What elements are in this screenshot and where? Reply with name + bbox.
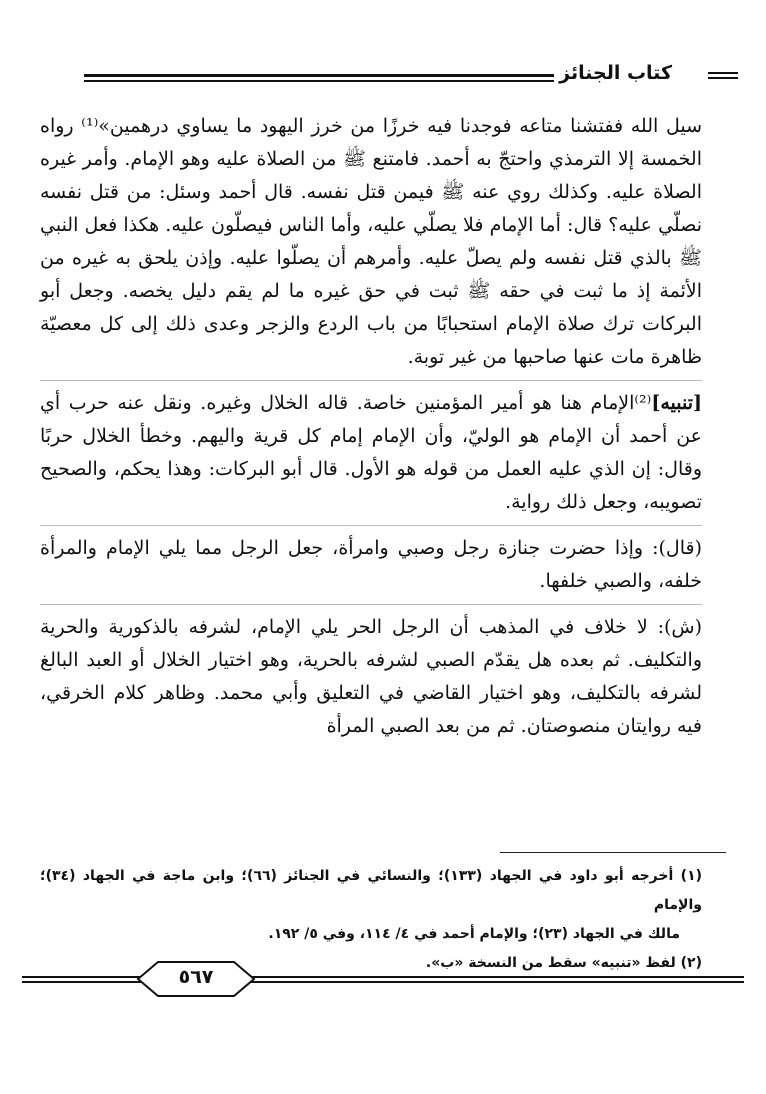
paragraph-qala	[40, 532, 702, 598]
footnote-1: (١) أخرجه أبو داود في الجهاد (١٣٣)؛ والنسائي في الجنائز (٦٦)؛ وابن ماجة في الجهاد (٣٤)؛ والإمام	[40, 868, 703, 913]
section-divider	[40, 525, 702, 526]
footnote-2: (٢) لفظ «تنبيه» سقط من النسخة «ب».	[425, 955, 702, 971]
qala-label: (قال)	[658, 537, 702, 559]
page-number-frame	[136, 958, 256, 1000]
paragraph-tanbih-text: الإمام هنا هو أمير المؤمنين خاصة. قاله الخلال وغيره. ونقل عنه حرب أي عن أحمد أن الإمام هو الوليّ، وأن الإمام إمام كل قرية واليهم. وخطأ الخلال حربًا وقال: إن الذي عليه العمل من قوله هو الأول. قال أبو البركات: وهذا يحكم، والصحيح تصويبه، وجعل ذلك رواية.	[40, 392, 702, 513]
tanbih-label: [تنبيه]	[651, 392, 702, 414]
section-divider	[40, 380, 702, 381]
footer-rule	[22, 976, 744, 986]
page-number: ٥٦٧	[178, 966, 214, 988]
paragraph-sharh-text: : لا خلاف في المذهب أن الرجل الحر يلي الإمام، لشرفه بالذكورية والحرية والتكليف. ثم بعده هل يقدّم الصبي لشرفه بالحرية، وهو اختيار الخلال أو العبد البالغ لشرفه بالتكليف، وهو اختيار القاضي في التعليق وأبي محمد. وظاهر كلام الخرقي، فيه روايتان منصوصتان. ثم من بعد الصبي المرأة	[40, 616, 702, 737]
running-header-title: كتاب الجنائز	[559, 62, 672, 84]
sharh-label: (ش)	[663, 616, 702, 638]
header-rule	[84, 74, 554, 85]
main-text	[40, 110, 702, 743]
section-divider	[40, 604, 702, 605]
paragraph-sharh	[40, 611, 702, 743]
header-ornament	[708, 72, 738, 80]
paragraph-qala-text: : وإذا حضرت جنازة رجل وصبي وامرأة، جعل الرجل مما يلي الإمام والمرأة خلفه، والصبي خلفها.	[40, 537, 702, 592]
tanbih-footnote-ref: ⁽²⁾	[634, 392, 652, 414]
paragraph-tanbih	[40, 387, 702, 519]
paragraph-hadith: سيل الله ففتشنا متاعه فوجدنا فيه خرزًا من خرز اليهود ما يساوي درهمين»⁽¹⁾ رواه الخمسة إلا الترمذي واحتجّ به أحمد. فامتنع ﷺ من الصلاة عليه وهو الإمام. وأمر غيره الصلاة عليه. وكذلك روي عنه ﷺ فيمن قتل نفسه. قال أحمد وسئل: من قتل نفسه نصلّي عليه؟ قال: أما الإمام فلا يصلّي عليه، وأما الناس فيصلّون عليه. هكذا فعل النبي ﷺ بالذي قتل نفسه ولم يصلّ عليه. وأمرهم أن يصلّوا عليه. وإذن يلحق به غيره من الأئمة إذ ما ثبت في حقه ﷺ ثبت في حق غيره ما لم يقم دليل يخصه. وجعل أبو البركات ترك صلاة الإمام استحبابًا من باب الردع والزجر وعدى ذلك إلى كل معصيّة ظاهرة مات عنها صاحبها من غير توبة.	[40, 115, 702, 368]
footnote-separator	[500, 852, 726, 853]
footnote-1-continued: مالك في الجهاد (٢٣)؛ والإمام أحمد في ٤/ ١١٤، وفي ٥/ ١٩٢.	[268, 926, 680, 942]
